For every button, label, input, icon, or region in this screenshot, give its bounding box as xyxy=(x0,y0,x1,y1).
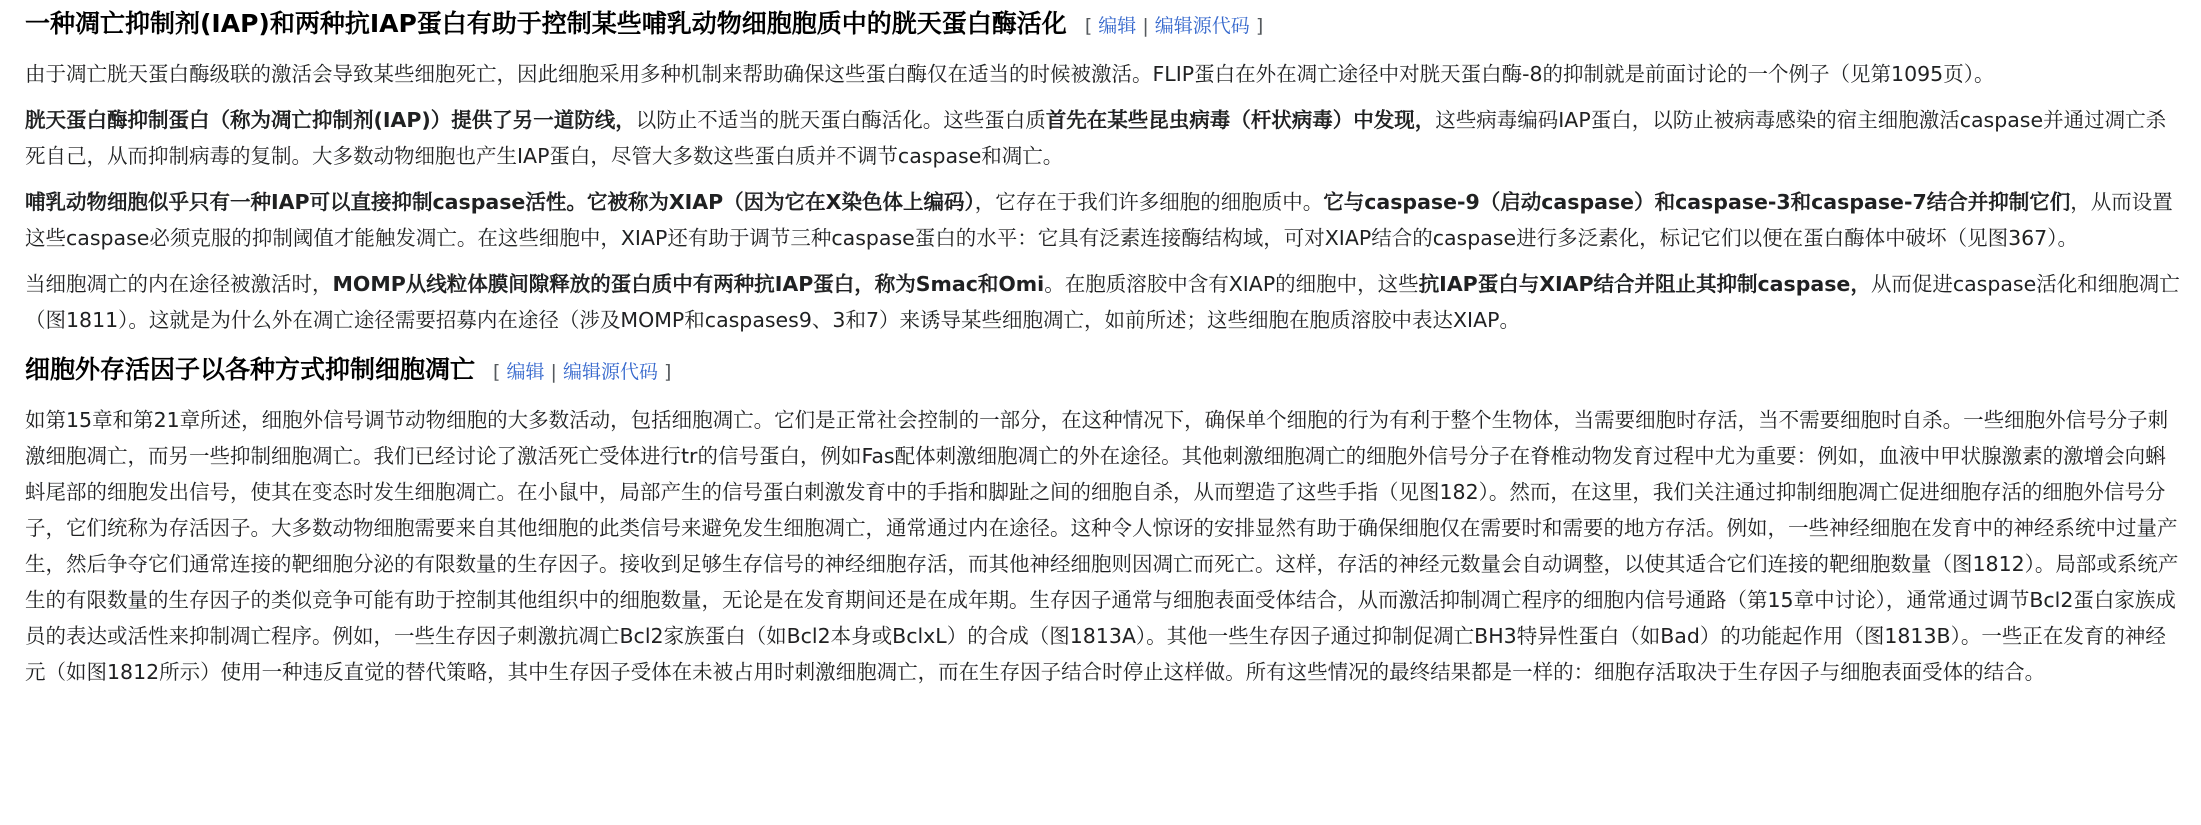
edit-bracket-close: ] xyxy=(664,361,672,383)
edit-source-link[interactable]: 编辑源代码 xyxy=(1154,15,1250,37)
text: 这些病毒编码IAP蛋白，以防止被病毒感染的宿主细胞激活caspase并通过凋亡杀死自己，从而抑制病毒的复制。大多数动物细胞也产生IAP蛋白，尽管大多数这些蛋白质并不调节caspase和凋亡。 xyxy=(25,108,2167,168)
edit-link[interactable]: 编辑 xyxy=(1098,15,1137,37)
bold-text: 它与caspase-9（启动caspase）和caspase-3和caspase-7结合并抑制它们 xyxy=(1323,190,2071,214)
edit-separator: | xyxy=(544,361,563,383)
paragraph xyxy=(25,102,2185,174)
text: 从而促进caspase活化和细胞凋亡（图1811）。这就是为什么外在凋亡途径需要招募内在途径（涉及MOMP和caspases9、3和7）来诱导某些细胞凋亡，如前所述；这些细胞在胞质溶胶中表达XIAP。 xyxy=(25,272,2180,332)
paragraph xyxy=(25,184,2185,256)
text: ，它存在于我们许多细胞的细胞质中。 xyxy=(974,190,1324,214)
section-heading-iap xyxy=(25,2,2185,48)
bold-text: MOMP从线粒体膜间隙释放的蛋白质中有两种抗IAP蛋白，称为Smac和Omi xyxy=(332,272,1045,296)
paragraph: 如第15章和第21章所述，细胞外信号调节动物细胞的大多数活动，包括细胞凋亡。它们是正常社会控制的一部分，在这种情况下，确保单个细胞的行为有利于整个生物体，当需要细胞时存活，当不需要细胞时自杀。一些细胞外信号分子刺激细胞凋亡，而另一些抑制细胞凋亡。我们已经讨论了激活死亡受体进行tr的信号蛋白，例如Fas配体刺激细胞凋亡的外在途径。其他刺激细胞凋亡的细胞外信号分子在脊椎动物发育过程中尤为重要：例如，血液中甲状腺激素的激增会向蝌蚪尾部的细胞发出信号，使其在变态时发生细胞凋亡。在小鼠中，局部产生的信号蛋白刺激发育中的手指和脚趾之间的细胞自杀，从而塑造了这些手指（见图182）。然而，在这里，我们关注通过抑制细胞凋亡促进细胞存活的细胞外信号分子，它们统称为存活因子。大多数动物细胞需要来自其他细胞的此类信号来避免发生细胞凋亡，通常通过内在途径。这种令人惊讶的安排显然有助于确保细胞仅在需要时和需要的地方存活。例如，一些神经细胞在发育中的神经系统中过量产生，然后争夺它们通常连接的靶细胞分泌的有限数量的生存因子。接收到足够生存信号的神经细胞存活，而其他神经细胞则因凋亡而死亡。这样，存活的神经元数量会自动调整，以使其适合它们连接的靶细胞数量（图1812）。局部或系统产生的有限数量的生存因子的类似竞争可能有助于控制其他组织中的细胞数量，无论是在发育期间还是在成年期。生存因子通常与细胞表面受体结合，从而激活抑制凋亡程序的细胞内信号通路（第15章中讨论），通常通过调节Bcl2蛋白家族成员的表达或活性来抑制凋亡程序。例如，一些生存因子刺激抗凋亡Bcl2家族蛋白（如Bcl2本身或BclxL）的合成（图1813A）。其他一些生存因子通过抑制促凋亡BH3特异性蛋白（如Bad）的功能起作用（图1813B）。一些正在发育的神经元（如图1812所示）使用一种违反直觉的替代策略，其中生存因子受体在未被占用时刺激细胞凋亡，而在生存因子结合时停止这样做。所有这些情况的最终结果都是一样的：细胞存活取决于生存因子与细胞表面受体的结合。 xyxy=(25,408,2179,684)
text: 当细胞凋亡的内在途径被激活时， xyxy=(25,272,333,296)
edit-bracket-open: [ xyxy=(493,361,501,383)
edit-bracket-open: [ xyxy=(1084,15,1093,37)
section-heading-survival-factors xyxy=(25,348,2185,394)
text: 以防止不适当的胱天蛋白酶活化。这些蛋白质 xyxy=(635,108,1046,132)
bold-text: 抗IAP蛋白与XIAP结合并阻止其抑制caspase， xyxy=(1418,272,1871,296)
bold-text: 首先在某些昆虫病毒（杆状病毒）中发现， xyxy=(1045,108,1436,132)
article-content xyxy=(25,0,2185,700)
bold-text: 胱天蛋白酶抑制蛋白（称为凋亡抑制剂(IAP)）提供了另一道防线， xyxy=(25,108,636,132)
edit-section-links xyxy=(493,361,671,383)
paragraph xyxy=(25,266,2185,338)
edit-section-links xyxy=(1085,15,1263,37)
edit-bracket-close: ] xyxy=(1255,15,1264,37)
section-heading-text: 一种凋亡抑制剂(IAP)和两种抗IAP蛋白有助于控制某些哺乳动物细胞胞质中的胱天蛋白酶活化 xyxy=(25,9,1067,38)
text: ，从而设置这些caspase必须克服的抑制阈值才能触发凋亡。在这些细胞中，XIAP还有助于调节三种caspase蛋白的水平：它具有泛素连接酶结构域，可对XIAP结合的caspase进行多泛素化，标记它们以便在蛋白酶体中破坏（见图367）。 xyxy=(25,190,2173,250)
paragraph: 由于凋亡胱天蛋白酶级联的激活会导致某些细胞死亡，因此细胞采用多种机制来帮助确保这些蛋白酶仅在适当的时候被激活。FLIP蛋白在外在凋亡途径中对胱天蛋白酶-8的抑制就是前面讨论的一个例子（见第1095页）。 xyxy=(25,62,1995,86)
bold-text: 哺乳动物细胞似乎只有一种IAP可以直接抑制caspase活性。它被称为XIAP（因为它在X染色体上编码） xyxy=(25,190,975,214)
edit-separator: | xyxy=(1136,15,1155,37)
edit-source-link[interactable]: 编辑源代码 xyxy=(562,361,658,383)
edit-link[interactable]: 编辑 xyxy=(506,361,545,383)
section-heading-text: 细胞外存活因子以各种方式抑制细胞凋亡 xyxy=(25,355,476,384)
text: 。在胞质溶胶中含有XIAP的细胞中，这些 xyxy=(1044,272,1419,296)
